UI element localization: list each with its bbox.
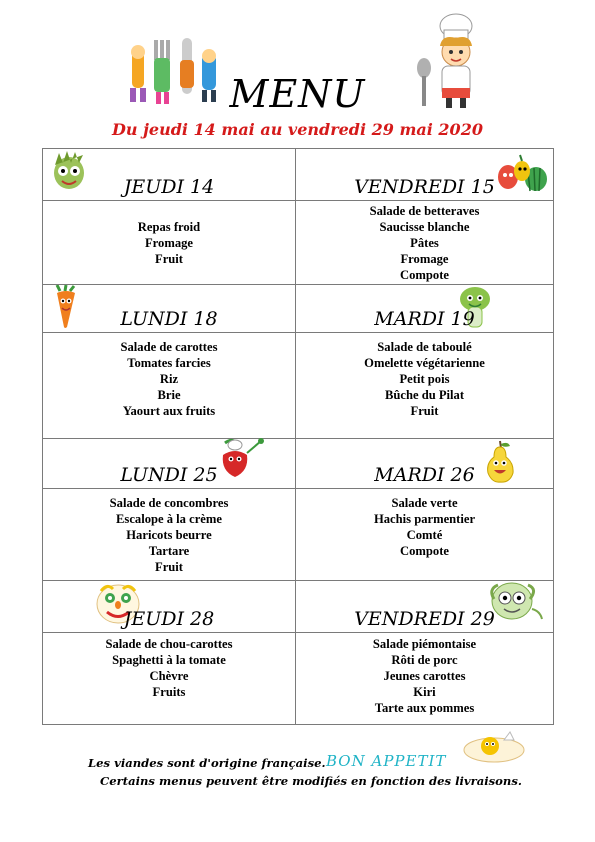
menu-cell (43, 201, 296, 285)
menu-item: Compote (400, 267, 449, 282)
day-header-row (43, 285, 554, 333)
menu-cell (296, 201, 554, 285)
page-title: MENU (229, 72, 366, 116)
meat-origin-note: Les viandes sont d'origine française. (88, 756, 326, 770)
menu-list (43, 219, 295, 267)
menu-list (296, 636, 553, 716)
menu-item: Salade de carottes (120, 340, 218, 354)
menu-item: Bûche du Pilat (384, 388, 465, 402)
day-cell (296, 581, 554, 633)
menu-item: Fruits (152, 685, 186, 699)
day-cell (43, 149, 296, 201)
menu-item: Fruit (410, 404, 439, 418)
menu-list (43, 636, 295, 700)
day-header-row (43, 581, 554, 633)
day-cell (296, 285, 554, 333)
menu-row (43, 333, 554, 439)
menu-item: Petit pois (399, 372, 450, 386)
menu-item: Tarte aux pommes (374, 701, 475, 715)
menu-item: Salade de betteraves (369, 203, 480, 218)
menu-item: Haricots beurre (126, 527, 212, 542)
day-label: VENDREDI 29 (354, 608, 495, 630)
menu-item: Fromage (400, 251, 449, 266)
menu-item: Comté (406, 528, 443, 542)
menu-item: Salade de concombres (109, 495, 229, 510)
menu-item: Salade verte (391, 496, 458, 510)
menu-list (296, 495, 553, 559)
menu-row (43, 201, 554, 285)
day-cell (43, 285, 296, 333)
menu-item: Brie (157, 388, 181, 402)
menu-cell (43, 333, 296, 439)
menu-cell (296, 489, 554, 581)
menu-item: Repas froid (137, 219, 201, 234)
menu-item: Jeunes carottes (383, 669, 466, 683)
menu-item: Rôti de porc (391, 653, 458, 667)
menu-item: Pâtes (410, 235, 439, 250)
menu-list (296, 203, 553, 283)
egg-bon-appetit-icon (460, 728, 528, 764)
menu-cell (296, 633, 554, 725)
menu-cell (296, 333, 554, 439)
menu-item: Fromage (144, 235, 194, 250)
menu-item: Fruit (155, 251, 183, 266)
menu-change-note: Certains menus peuvent être modifiés en fonction des livraisons. (100, 774, 522, 788)
menu-item: Salade de taboulé (377, 340, 472, 354)
menu-item: Saucisse blanche (379, 219, 470, 234)
menu-item: Spaghetti à la tomate (112, 653, 226, 667)
menu-row (43, 633, 554, 725)
menu-item: Escalope à la crème (116, 511, 222, 526)
menu-item: Salade de chou-carottes (105, 637, 233, 651)
date-range-subtitle: Du jeudi 14 mai au vendredi 29 mai 2020 (112, 120, 483, 139)
menu-row (43, 489, 554, 581)
bon-appetit-text: BON APPETIT (326, 752, 447, 770)
menu-item: Riz (159, 372, 179, 386)
day-label: MARDI 19 (374, 308, 475, 330)
menu-item: Fruit (155, 559, 183, 574)
day-label: MARDI 26 (374, 464, 475, 486)
menu-list (43, 495, 295, 575)
day-label: JEUDI 14 (123, 176, 215, 198)
day-label: VENDREDI 15 (354, 176, 495, 198)
day-label: JEUDI 28 (123, 608, 215, 630)
menu-list (43, 339, 295, 419)
day-label: LUNDI 25 (120, 464, 218, 486)
day-cell (43, 581, 296, 633)
day-cell (296, 149, 554, 201)
menu-item: Tartare (148, 543, 190, 558)
menu-item: Yaourt aux fruits (122, 404, 216, 418)
menu-item: Omelette végétarienne (364, 356, 485, 370)
menu-cell (43, 489, 296, 581)
menu-item: Tomates farcies (127, 356, 211, 370)
day-label: LUNDI 18 (120, 308, 218, 330)
menu-item: Salade piémontaise (372, 637, 477, 651)
menu-list (296, 339, 553, 419)
menu-item: Kiri (413, 685, 436, 699)
day-cell (43, 439, 296, 489)
day-header-row (43, 149, 554, 201)
day-header-row (43, 439, 554, 489)
menu-cell (43, 633, 296, 725)
day-cell (296, 439, 554, 489)
menu-item: Hachis parmentier (373, 512, 476, 526)
menu-item: Chèvre (149, 669, 189, 683)
menu-item: Compote (400, 544, 449, 558)
menu-table (42, 148, 554, 725)
